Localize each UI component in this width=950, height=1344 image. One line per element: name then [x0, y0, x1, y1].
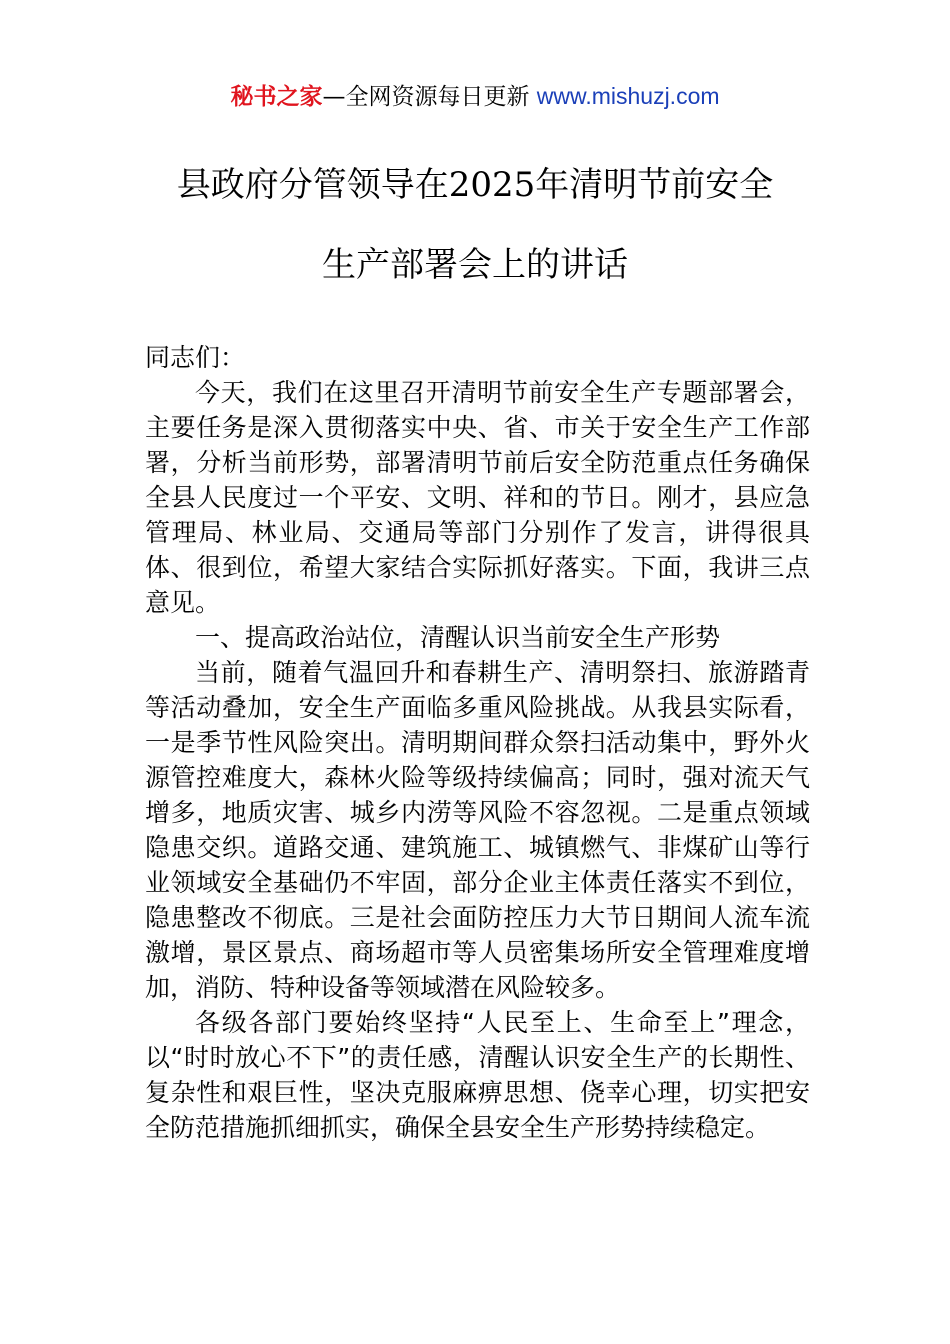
salutation: 同志们： — [145, 343, 246, 372]
section-heading-1: 一、提高政治站位，清醒认识当前安全生产形势 — [195, 623, 721, 652]
site-brand-name: 秘书之家 — [230, 84, 323, 110]
document-title-line-1: 县政府分管领导在2025年清明节前安全 — [176, 165, 774, 205]
document-title — [100, 160, 850, 320]
body-paragraph-intro: 今天，我们在这里召开清明节前安全生产专题部署会，主要任务是深入贯彻落实中央、省、市关于安全生产工作部署，分析当前形势，部署清明节前后安全防范重点任务确保全县人民度过一个平安、文明、祥和的节日。刚才，县应急管理局、林业局、交通局等部门分别作了发言，讲得很具体、很到位，希望大家结合实际抓好落实。下面，我讲三点意见。 — [145, 378, 810, 617]
body-paragraph-requirements: 各级各部门要始终坚持“人民至上、生命至上”理念，以“时时放心不下”的责任感，清醒认识安全生产的长期性、复杂性和艰巨性，坚决克服麻痹思想、侥幸心理，切实把安全防范措施抓细抓实，确保全县安全生产形势持续稳定。 — [145, 1008, 810, 1142]
site-url-link[interactable]: www.mishuzj.com — [536, 83, 720, 109]
site-tagline: —全网资源每日更新 — [322, 84, 537, 110]
document-body — [145, 340, 810, 1145]
document-title-line-2: 生产部署会上的讲话 — [322, 245, 628, 285]
site-header-banner — [0, 80, 950, 113]
body-paragraph-situation: 当前，随着气温回升和春耕生产、清明祭扫、旅游踏青等活动叠加，安全生产面临多重风险挑战。从我县实际看，一是季节性风险突出。清明期间群众祭扫活动集中，野外火源管控难度大，森林火险等级持续偏高；同时，强对流天气增多，地质灾害、城乡内涝等风险不容忽视。二是重点领域隐患交织。道路交通、建筑施工、城镇燃气、非煤矿山等行业领域安全基础仍不牢固，部分企业主体责任落实不到位，隐患整改不彻底。三是社会面防控压力大节日期间人流车流激增，景区景点、商场超市等人员密集场所安全管理难度增加，消防、特种设备等领域潜在风险较多。 — [145, 658, 810, 1002]
